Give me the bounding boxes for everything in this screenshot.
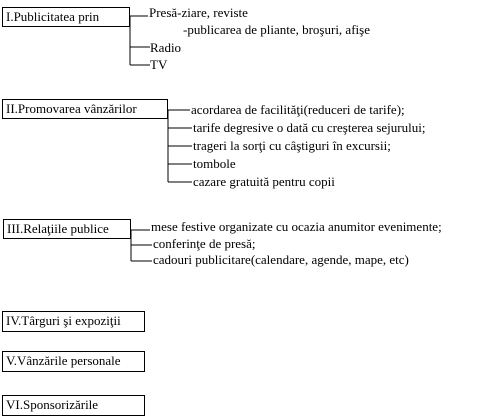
group-2-item: tombole — [193, 156, 236, 171]
group-2-item: cazare gratuită pentru copii — [193, 174, 335, 189]
group-5-title: V.Vânzările personale — [6, 353, 121, 368]
group-2-item: tarife degresive o dată cu creşterea sejurului; — [193, 120, 426, 135]
group-1-item: -publicarea de pliante, broşuri, afişe — [183, 22, 370, 37]
group-2-title: II.Promovarea vânzărilor — [6, 101, 137, 116]
group-1-item: TV — [150, 57, 168, 72]
group-3-box — [3, 219, 131, 239]
group-2-box — [2, 99, 168, 119]
group-1-title: I.Publicitatea prin — [6, 9, 100, 24]
group-3-item: mese festive organizate cu ocazia anumitor evenimente; — [151, 219, 442, 234]
group-2-item: trageri la sorţi cu câştiguri în excursii; — [193, 138, 391, 153]
group-6-box — [2, 395, 145, 416]
group-3-item: conferinţe de presă; — [153, 236, 256, 251]
group-1-box — [2, 7, 130, 27]
group-4-title: IV.Târguri şi expoziţii — [6, 313, 121, 328]
group-3-title: III.Relaţiile publice — [7, 221, 109, 236]
group-4-box — [2, 311, 145, 332]
group-1-item: Radio — [150, 40, 182, 55]
group-5-box — [2, 351, 145, 372]
group-6-title: VI.Sponsorizările — [6, 397, 99, 412]
group-1-item: Presă-ziare, reviste — [149, 5, 248, 20]
group-2-item: acordarea de facilităţi(reduceri de tarife); — [191, 102, 405, 117]
group-3-item: cadouri publicitare(calendare, agende, mape, etc) — [153, 252, 409, 267]
